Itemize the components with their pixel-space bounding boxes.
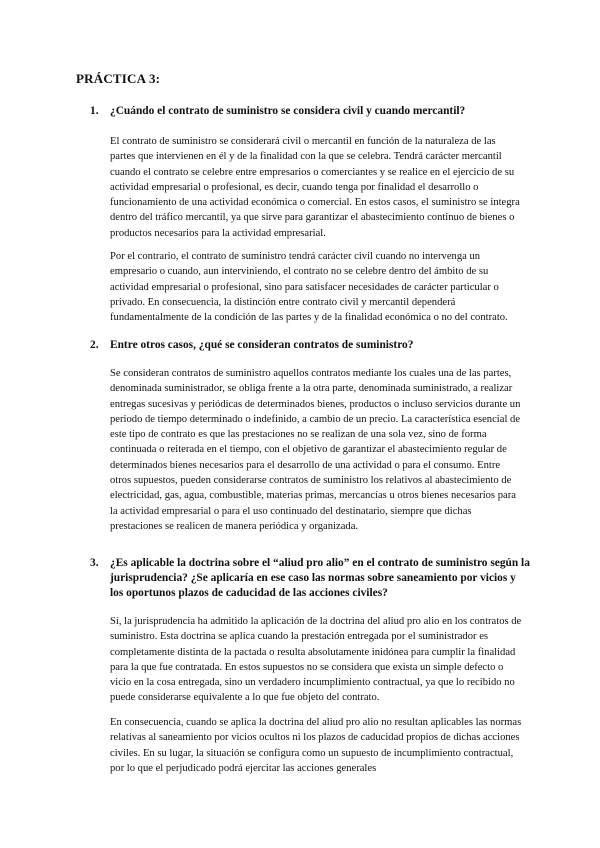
question-text: ¿Cuándo el contrato de suministro se considera civil y cuando mercantil? xyxy=(110,105,466,117)
question-text: ¿Es aplicable la doctrina sobre el “aliud pro alio” en el contrato de suministro según la jurisprudencia? ¿Se aplicaría en ese caso las normas sobre saneamiento por vicios y los oportunos plazos de caducidad de las acciones civiles? xyxy=(110,557,530,600)
question-number: 1. xyxy=(90,105,99,117)
answer-paragraph: El contrato de suministro se considerará civil o mercantil en función de la naturaleza de las partes que intervienen en él y de la finalidad con la que se celebra. Tendrá carácter mercantil cuando el contrato se celebre entre empresarios o comerciantes y se realice en el ejercicio de su actividad empresarial o profesional, es decir, cuando tenga por finalidad el desarrollo o funcionamiento de una actividad económica o comercial. En estos casos, el suministro se integra dentro del tráfico mercantil, ya que sirve para garantizar el abastecimiento continuo de bienes o productos necesarios para la actividad empresarial. xyxy=(110,136,520,239)
question-3-heading xyxy=(90,556,530,602)
answer-paragraph: Sí, la jurisprudencia ha admitido la aplicación de la doctrina del aliud pro alio en los contratos de suministro. Esta doctrina se aplica cuando la prestación entregada por el suministrador es completamente distinta de la pactada o resulta absolutamente inidónea para cumplir la finalidad para la que fue contratada. En estos supuestos no se considera que exista un simple defecto o vicio en la cosa entregada, sino un verdadero incumplimiento contractual, ya que lo recibido no puede considerarse equivalente a lo que fue objeto del contrato. xyxy=(110,616,522,704)
page-title: PRÁCTICA 3: xyxy=(76,71,161,86)
question-number: 3. xyxy=(90,557,99,569)
question-text: Entre otros casos, ¿qué se consideran contratos de suministro? xyxy=(110,339,414,351)
question-2-heading xyxy=(90,338,530,353)
question-number: 2. xyxy=(90,339,99,351)
answer-paragraph: En consecuencia, cuando se aplica la doctrina del aliud pro alio no resultan aplicables las normas relativas al saneamiento por vicios ocultos ni los plazos de caducidad propios de dichas acciones civiles. En su lugar, la situación se configura como un supuesto de incumplimiento contractual, por lo que el perjudicado podrá ejercitar las acciones generales xyxy=(110,717,522,774)
answer-paragraph: Por el contrario, el contrato de suministro tendrá carácter civil cuando no intervenga un empresario o cuando, aun interviniendo, el contrato no se celebre dentro del ámbito de su actividad empresarial o profesional, sino para satisfacer necesidades de carácter particular o privado. En consecuencia, la distinción entre contrato civil y mercantil dependerá fundamentalmente de la condición de las partes y de la finalidad económica o no del contrato. xyxy=(110,251,508,324)
question-1-heading xyxy=(90,104,530,119)
answer-paragraph: Se consideran contratos de suministro aquellos contratos mediante los cuales una de las partes, denominada suministrador, se obliga frente a la otra parte, denominada suministrado, a realizar entregas sucesivas y periódicas de determinados bienes, productos o incluso servicios durante un periodo de tiempo determinado o indefinido, a cambio de un precio. La característica esencial de este tipo de contrato es que las prestaciones no se realizan de una sola vez, sino de forma continuada o reiterada en el tiempo, con el objetivo de garantizar el abastecimiento regular de determinados bienes necesarios para el desarrollo de una actividad o para el consumo. Entre otros supuestos, pueden considerarse contratos de suministro los relativos al abastecimiento de electricidad, gas, agua, combustible, materias primas, mercancías u otros bienes necesarios para la actividad empresarial o para el uso continuado del destinatario, siempre que dichas prestaciones se realicen de manera periódica y organizada. xyxy=(110,368,521,532)
